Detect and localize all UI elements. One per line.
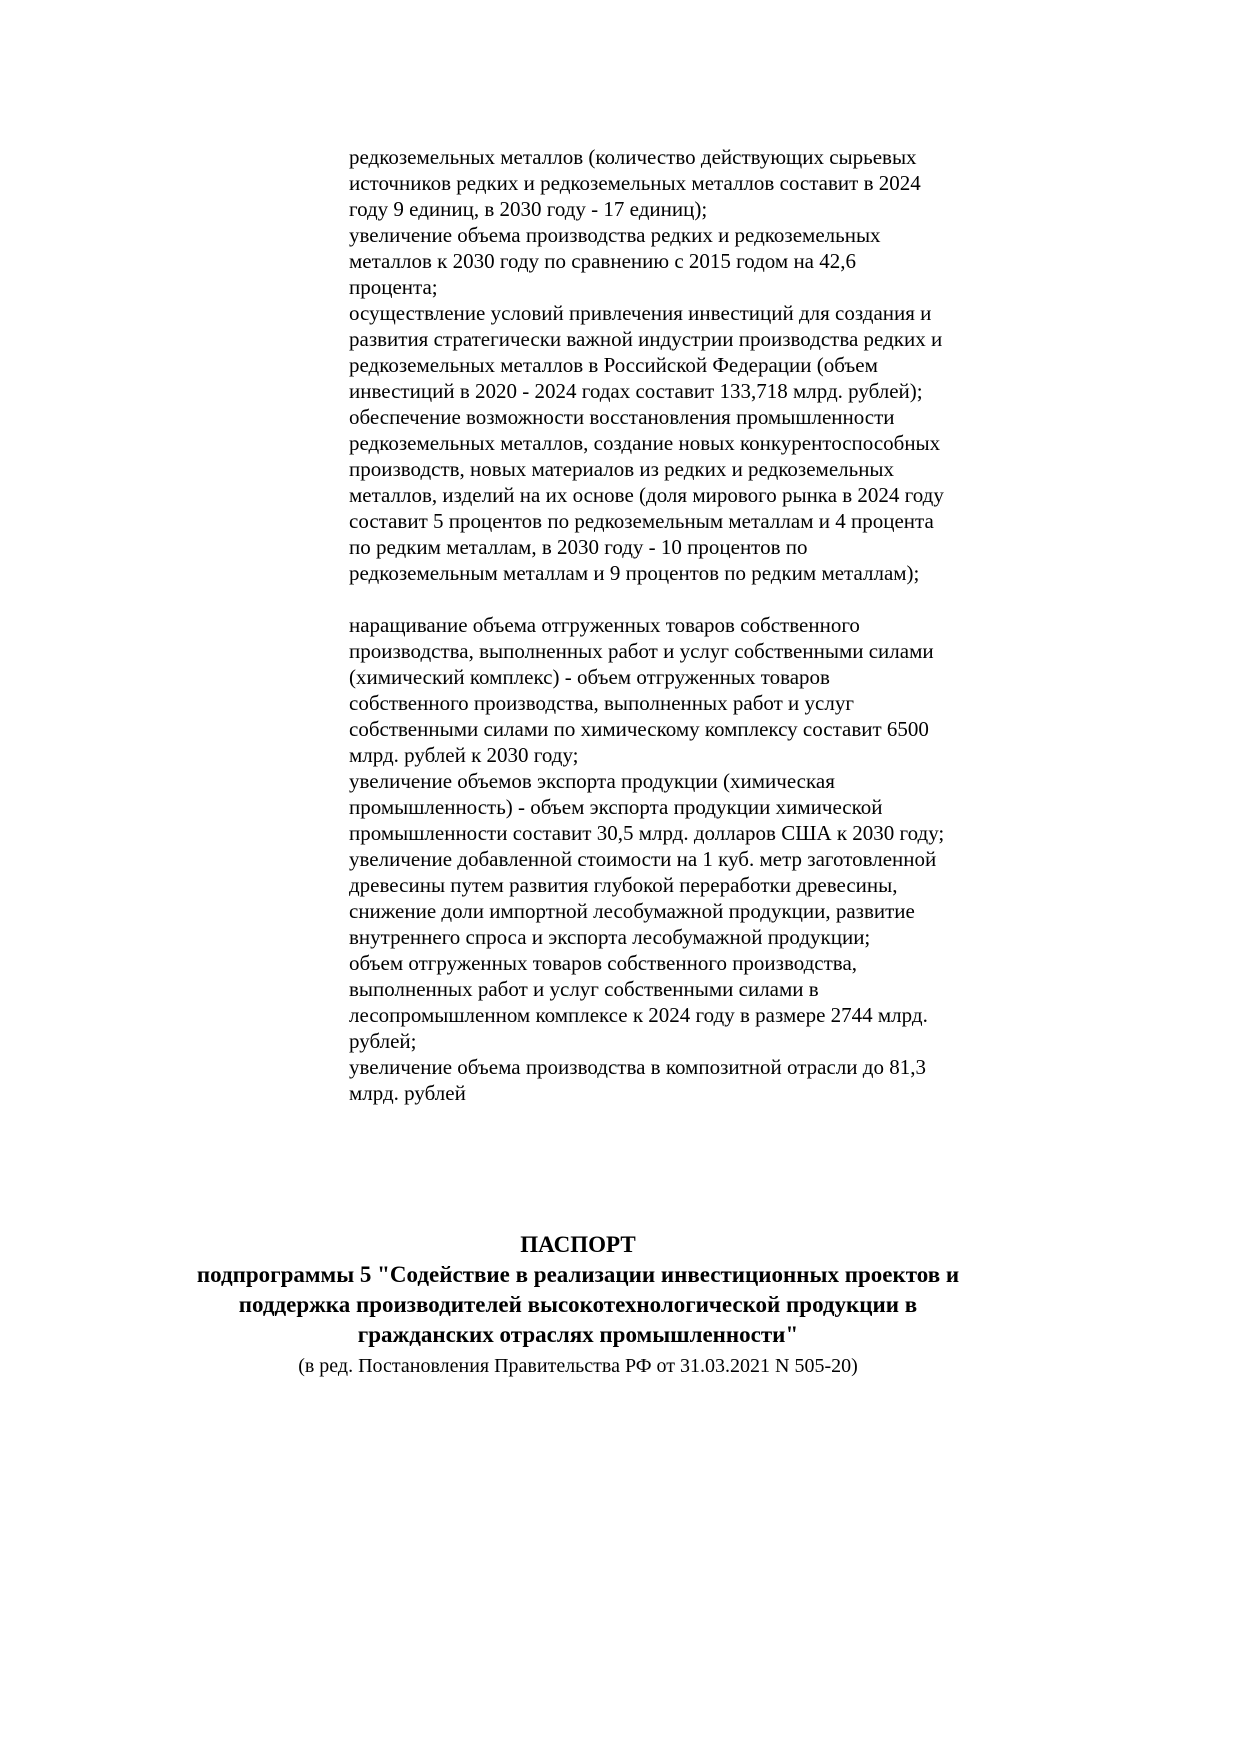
heading-title: ПАСПОРТ bbox=[520, 1232, 636, 1257]
heading-edition-note: (в ред. Постановления Правительства РФ от 31.03.2021 N 505-20) bbox=[298, 1355, 858, 1377]
paragraph: наращивание объема отгруженных товаров собственного производства, выполненных работ и услуг собственными силами (химический комплекс) - объем отгруженных товаров собственного производства, выполненных работ и услуг собственными силами по химическому комплексу составит 6500 млрд. рублей к 2030 году; bbox=[349, 613, 934, 767]
paragraph: увеличение объема производства редких и редкоземельных металлов к 2030 году по сравнению с 2015 годом на 42,6 процента; bbox=[349, 223, 881, 299]
paragraph: увеличение добавленной стоимости на 1 куб. метр заготовленной древесины путем развития глубокой переработки древесины, снижение доли импортной лесобумажной продукции, развитие внутреннего спроса и экспорта лесобумажной продукции; bbox=[349, 847, 937, 949]
paragraph: обеспечение возможности восстановления промышленности редкоземельных металлов, создание новых конкурентоспособных производств, новых материалов из редких и редкоземельных металлов, изделий на их основе (доля мирового рынка в 2024 году составит 5 процентов по редкоземельным металлам и 4 процента по редким металлам, в 2030 году - 10 процентов по редкоземельным металлам и 9 процентов по редким металлам); bbox=[349, 405, 944, 585]
paragraph: редкоземельных металлов (количество действующих сырьевых источников редких и редкоземельных металлов составит в 2024 году 9 единиц, в 2030 году - 17 единиц); bbox=[349, 145, 921, 221]
paragraph: увеличение объема производства в композитной отрасли до 81,3 млрд. рублей bbox=[349, 1055, 926, 1105]
paragraph: осуществление условий привлечения инвестиций для создания и развития стратегически важной индустрии производства редких и редкоземельных металлов в Российской Федерации (объем инвестиций в 2020 - 2024 годах составит 133,718 млрд. рублей); bbox=[349, 301, 943, 403]
paragraph-group bbox=[349, 612, 945, 1106]
paragraph: объем отгруженных товаров собственного производства, выполненных работ и услуг собственными силами в лесопромышленном комплексе к 2024 году в размере 2744 млрд. рублей; bbox=[349, 951, 928, 1053]
heading-subtitle: подпрограммы 5 "Содействие в реализации инвестиционных проектов и поддержка производителей высокотехнологической продукции в гражданских отраслях промышленности" bbox=[196, 1262, 960, 1347]
body-text-column bbox=[349, 144, 945, 1106]
section-heading bbox=[168, 1230, 988, 1380]
paragraph: увеличение объемов экспорта продукции (химическая промышленность) - объем экспорта продукции химической промышленности составит 30,5 млрд. долларов США к 2030 году; bbox=[349, 769, 945, 845]
